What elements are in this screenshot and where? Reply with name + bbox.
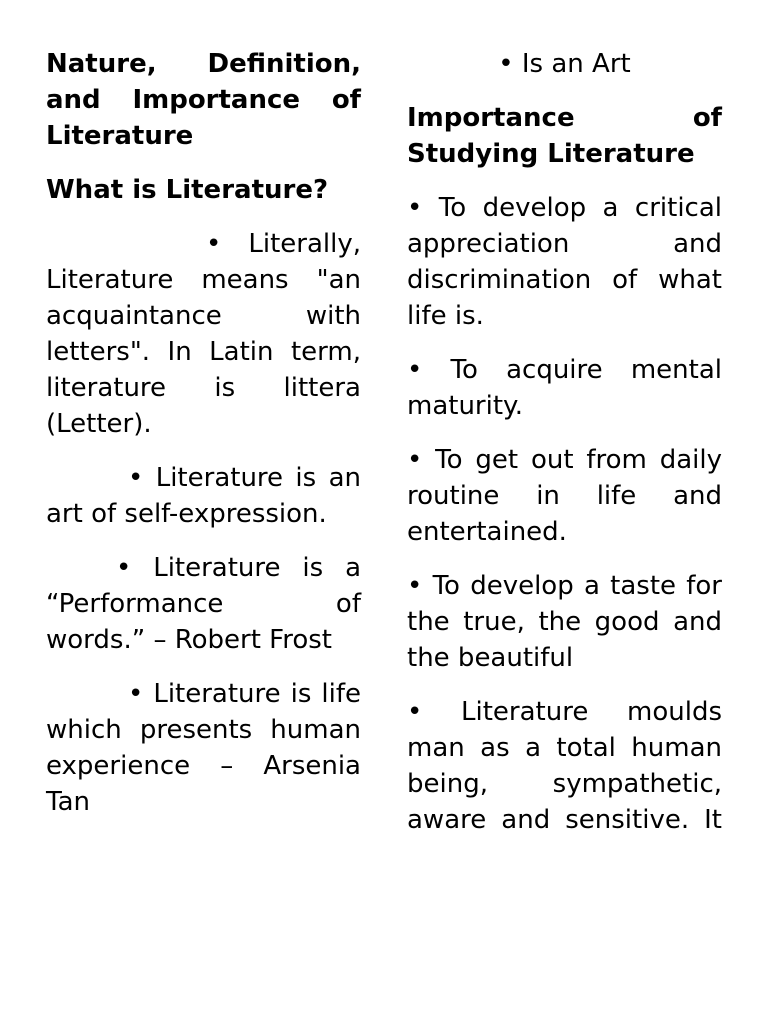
definition-paragraph-literally: • Literally, Literature means "an acquaintance with letters". In Latin term, literature is littera (Letter). xyxy=(46,229,361,439)
definition-paragraph-performance-of-words: • Literature is a “Performance of words.” – Robert Frost xyxy=(46,553,361,655)
importance-item-moulds-man: • Literature moulds man as a total human being, sympathetic, aware and sensitive. It xyxy=(407,697,722,835)
importance-item-mental-maturity: • To acquire mental maturity. xyxy=(407,355,722,421)
section-heading-what-is-literature: What is Literature? xyxy=(46,175,329,205)
importance-item-daily-routine: • To get out from daily routine in life and entertained. xyxy=(407,445,722,547)
definition-paragraph-self-expression: • Literature is an art of self-expression. xyxy=(46,463,361,529)
importance-item-taste: • To develop a taste for the true, the good and the beautiful xyxy=(407,571,722,673)
importance-item-critical-appreciation: • To develop a critical appreciation and discrimination of what life is. xyxy=(407,193,722,331)
right-column xyxy=(407,46,722,856)
section-heading-importance: Importance of Studying Literature xyxy=(407,103,722,169)
bullet-is-an-art: • Is an Art xyxy=(498,49,631,79)
document-title: Nature, Definition, and Importance of Literature xyxy=(46,49,361,151)
left-column xyxy=(46,46,361,838)
definition-paragraph-life: • Literature is life which presents human experience – Arsenia Tan xyxy=(46,679,361,817)
